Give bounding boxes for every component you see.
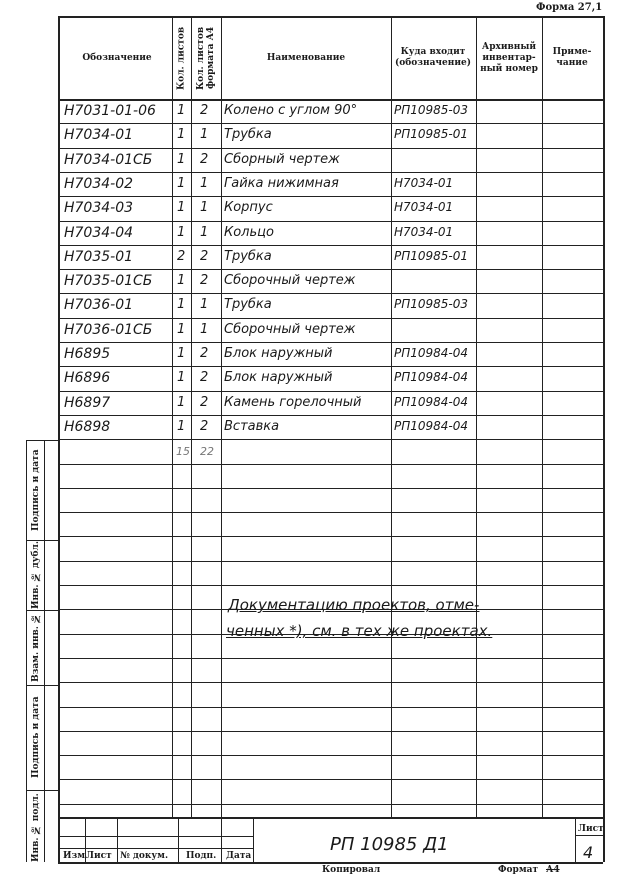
row-where-used: РП10985-01 [394,127,469,141]
row-designation: Н7035-01 [64,249,134,265]
stamp-designation: РП 10985 Д1 [330,834,449,855]
row-sheets: 1 [177,346,186,361]
grid-line [117,817,118,862]
grid-line [58,342,603,343]
grid-line [58,488,603,489]
grid-line [221,817,222,862]
note-line-1: Документацию проектов, отме- [228,596,480,614]
footer-copied: Копировал [322,865,381,875]
row-designation: Н7036-01СБ [64,322,153,338]
header-where-used: Куда входит (обозначение) [395,47,471,68]
row-name: Колено с углом 90° [224,103,358,118]
row-a4: 2 [200,152,209,167]
row-where-used: РП10984-04 [394,370,469,384]
stamp-izm: Изм [63,851,86,861]
grid-line [391,16,392,817]
grid-line [58,707,603,708]
row-sheets: 1 [177,176,186,191]
grid-line [58,391,603,392]
row-sheets: 1 [177,200,186,215]
stamp-list: Лист [86,851,112,861]
row-where-used: Н7034-01 [394,176,454,190]
row-a4: 2 [200,419,209,434]
footer-format-value: А4 [546,865,560,875]
row-name: Блок наружный [224,370,333,385]
grid-line [58,439,603,440]
grid-line [58,817,603,819]
stamp-doc-no: № докум. [120,851,169,861]
row-designation: Н7034-01 [64,127,134,143]
total-sheets: 15 [176,445,190,458]
row-sheets: 1 [177,103,186,118]
row-a4: 2 [200,395,209,410]
row-designation: Н7036-01 [64,297,134,313]
grid-line [58,682,603,683]
row-sheets: 1 [177,152,186,167]
row-a4: 1 [200,322,209,337]
row-a4: 1 [200,297,209,312]
grid-line [476,16,477,817]
row-name: Корпус [224,200,273,215]
stamp-podp: Подп. [186,851,217,861]
row-name: Сборочный чертеж [224,273,356,288]
row-name: Блок наружный [224,346,333,361]
grid-line [58,731,603,732]
grid-line [58,848,253,849]
grid-line [172,16,173,817]
row-sheets: 1 [177,127,186,142]
row-name: Вставка [224,419,280,434]
row-designation: Н6896 [64,370,111,386]
row-where-used: РП10985-01 [394,249,469,263]
row-sheets: 1 [177,225,186,240]
grid-line [58,779,603,780]
grid-line [542,16,543,817]
grid-line [58,512,603,513]
side-inv-dubl: Инв. № дубл. [31,541,41,609]
row-name: Камень горелочный [224,395,362,410]
row-where-used: РП10984-04 [394,346,469,360]
row-a4: 1 [200,225,209,240]
grid-line [58,464,603,465]
row-name: Трубка [224,297,272,312]
stamp-sheet-label: Лист [578,824,604,834]
row-sheets: 1 [177,297,186,312]
stamp-sheet-no: 4 [583,843,594,862]
row-a4: 1 [200,200,209,215]
grid-line [221,16,222,817]
form-label: Форма 27,1 [536,2,603,13]
row-designation: Н7034-04 [64,225,134,241]
grid-line [58,196,603,197]
grid-line [58,804,603,805]
header-name: Наименование [266,52,346,63]
row-where-used: РП10984-04 [394,419,469,433]
row-where-used: Н7034-01 [394,200,454,214]
row-sheets: 1 [177,370,186,385]
header-archive: Архивный инвентар- ный номер [480,41,538,74]
row-designation: Н7034-01СБ [64,152,153,168]
row-designation: Н7031-01-06 [64,103,156,119]
side-sign-date-1: Подпись и дата [31,449,41,531]
stamp-data: Дата [226,851,252,861]
grid-line [58,755,603,756]
row-a4: 2 [200,249,209,264]
grid-line [58,536,603,537]
row-name: Гайка нижимная [224,176,339,191]
row-a4: 2 [200,346,209,361]
grid-line [26,440,27,862]
row-designation: Н7035-01СБ [64,273,153,289]
grid-line [58,862,603,864]
row-a4: 2 [200,273,209,288]
grid-line [58,658,603,659]
row-designation: Н7034-03 [64,200,134,216]
row-name: Кольцо [224,225,274,240]
row-where-used: РП10985-03 [394,103,469,117]
grid-line [178,817,179,862]
row-sheets: 1 [177,419,186,434]
row-name: Сборный чертеж [224,152,340,167]
grid-line [58,245,603,246]
row-name: Сборочный чертеж [224,322,356,337]
row-name: Трубка [224,249,272,264]
grid-line [58,99,603,101]
grid-line [191,16,192,817]
row-where-used: Н7034-01 [394,225,454,239]
grid-line [58,293,603,294]
grid-line [58,221,603,222]
grid-line [58,269,603,270]
side-vzam-inv: Взам. инв. № [31,612,41,683]
grid-line [253,817,254,862]
row-a4: 2 [200,370,209,385]
header-sheets-count: Кол. листов [176,26,187,90]
grid-line [58,123,603,124]
total-a4: 22 [200,445,214,458]
row-where-used: РП10984-04 [394,395,469,409]
grid-line [58,148,603,149]
row-sheets: 1 [177,273,186,288]
note-line-2: ченных *), см. в тех же проектах. [226,622,493,640]
header-designation: Обозначение [82,52,152,63]
row-designation: Н7034-02 [64,176,134,192]
side-sign-date-2: Подпись и дата [31,696,41,779]
row-sheets: 1 [177,395,186,410]
grid-line [575,835,603,836]
row-designation: Н6895 [64,346,111,362]
row-a4: 1 [200,127,209,142]
grid-line [44,440,45,862]
grid-line [603,16,605,862]
row-where-used: РП10985-03 [394,297,469,311]
grid-line [58,415,603,416]
row-designation: Н6897 [64,395,111,411]
grid-line [58,836,253,837]
row-sheets: 1 [177,322,186,337]
footer-format-label: Формат [498,865,539,875]
grid-line [575,817,576,862]
side-inv-podl: Инв. № подл. [31,793,41,862]
grid-line [58,172,603,173]
row-a4: 2 [200,103,209,118]
row-sheets: 2 [177,249,186,264]
row-name: Трубка [224,127,272,142]
header-sheets-a4: Кол. листов формата А4 [196,26,216,90]
grid-line [58,561,603,562]
header-note: Приме- чание [552,47,592,68]
row-designation: Н6898 [64,419,111,435]
grid-line [58,366,603,367]
grid-line [58,318,603,319]
grid-line [58,585,603,586]
row-a4: 1 [200,176,209,191]
